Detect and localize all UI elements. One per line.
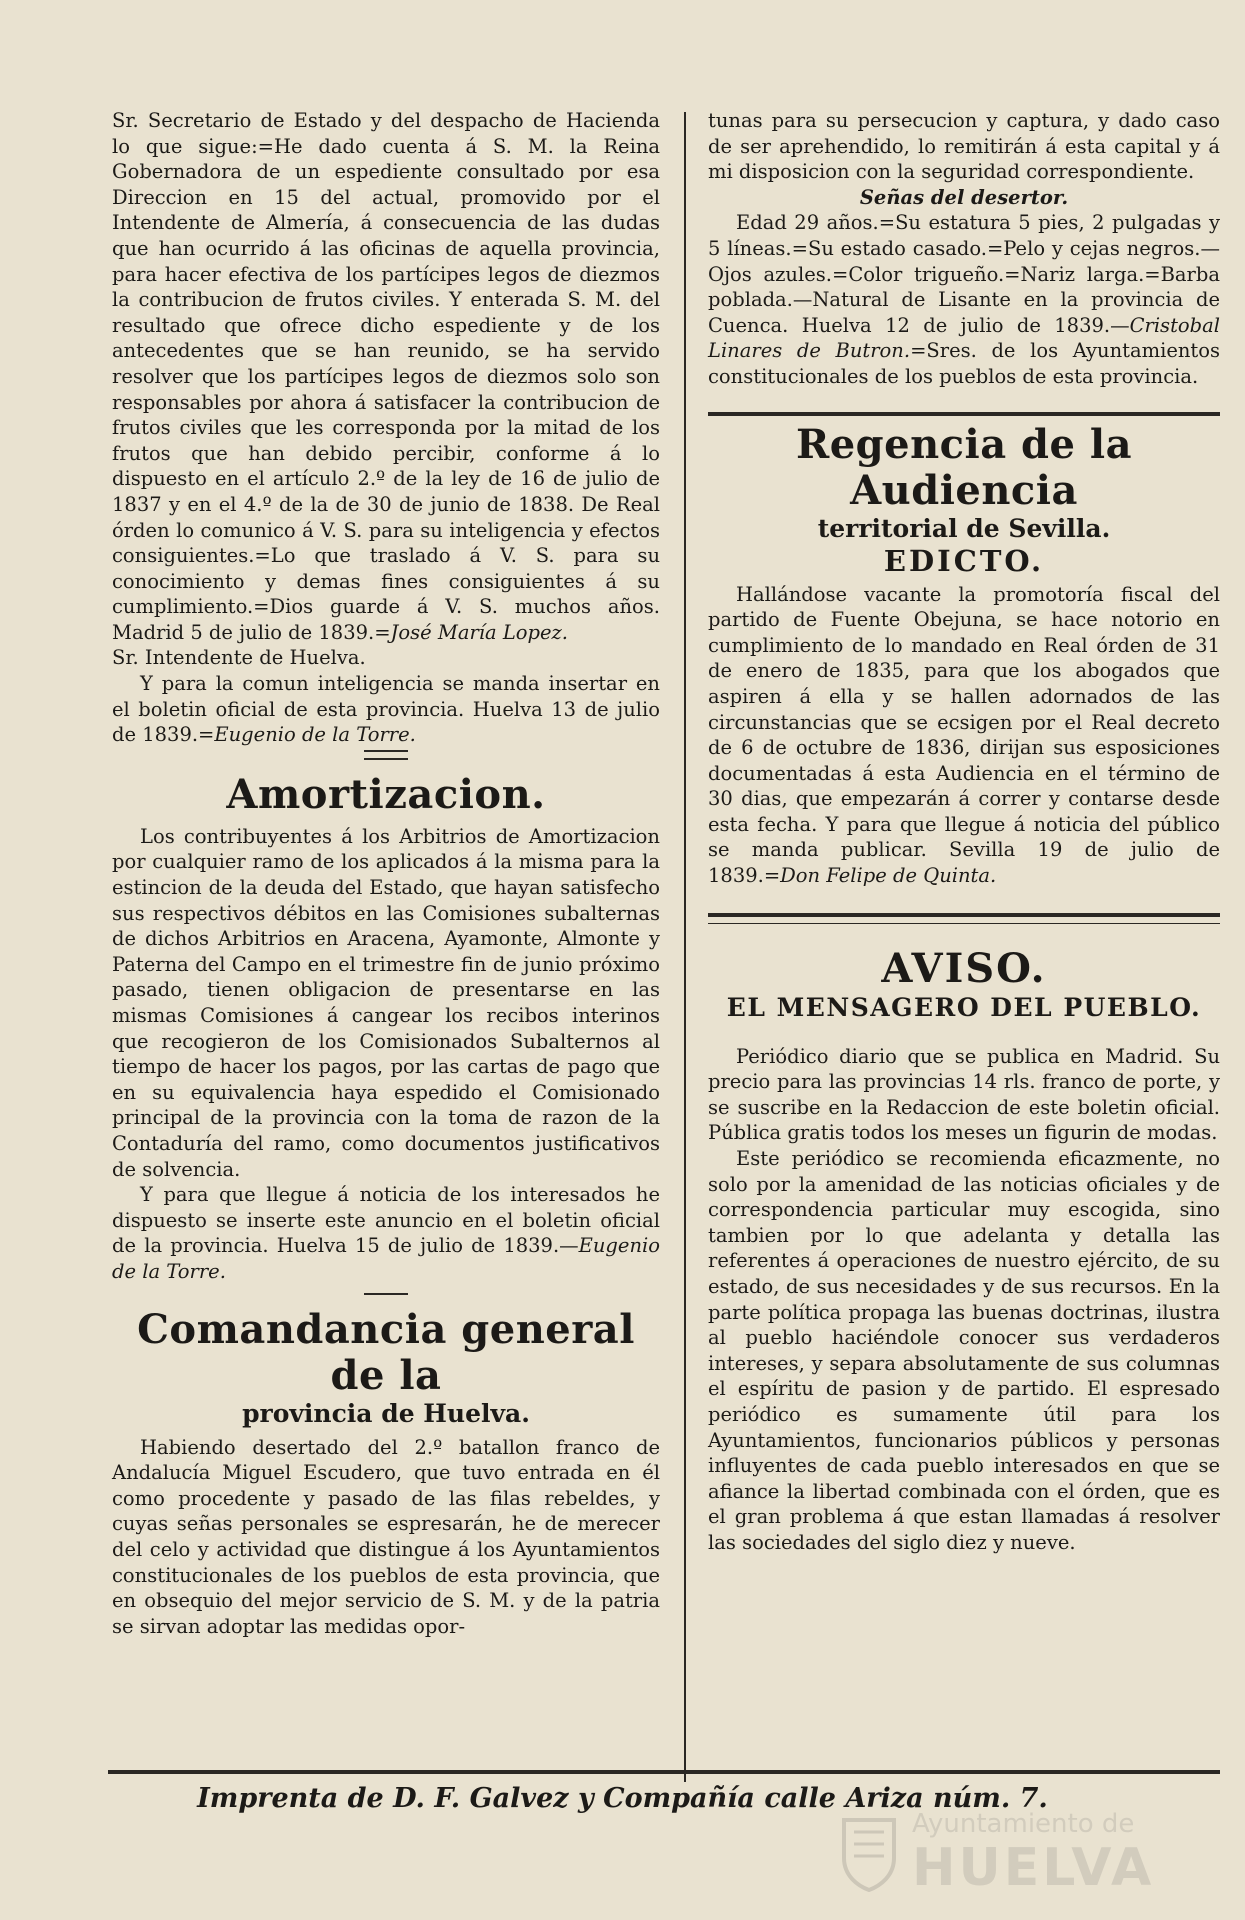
aviso-paragraph-1: Periódico diario que se publica en Madrid. Su precio para las provincias 14 rls. franco de porte, y se suscribe en la Redaccion de este boletin oficial. Pública gratis todos los meses un figurin de modas. [708,1044,1220,1145]
amortizacion-heading: Amortizacion. [226,770,546,818]
column-divider [684,112,686,1782]
hacienda-notice-recipient: Sr. Intendente de Huelva. [112,646,366,670]
comandancia-heading: Comandancia general de la [137,1305,635,1399]
watermark-line1: Ayuntamiento de [912,1809,1135,1839]
hacienda-notice [112,108,660,645]
coat-of-arms-icon [840,1814,898,1892]
amortizacion-paragraph: Los contribuyentes á los Arbitrios de Amortizacion por cualquier ramo de los aplicados á la misma para la estincion de la deuda del Estado, que hayan satisfecho sus respectivos débitos en las Comisiones subalternas de dichos Arbitrios en Aracena, Ayamonte, Almonte y Paterna del Campo en el trimestre fin de junio próximo pasado, tienen obligacion de presentarse en las mismas Comisiones á cangear los recibos interinos que recogieron de los Comisionados Subalternos al tiempo de hacer los pagos, por las cartas de pago que en su equivalencia haya espedido el Comisionado principal de la provincia con la toma de razon de la Contaduría del ramo, como documentos justificativos de solvencia. [112,824,660,1181]
hacienda-notice-signature: José María Lopez. [390,620,569,644]
deserter-description-signature: Cristobal Linares de Butron. [708,313,1220,363]
comandancia-paragraph: Habiendo desertado del 2.º batallon franco de Andalucía Miguel Escudero, que tuvo entrada en él como procedente y pasado de las filas rebeldes, y cuyas señas personales se espresarán, he de merecer del celo y actividad que distingue á los Ayuntamientos constitucionales de los pueblos de esta provincia, que en obsequio del mejor servicio de S. M. y de la patria se sirvan adoptar las medidas opor- [112,1435,660,1638]
double-rule-divider [364,750,408,760]
thick-rule-divider [708,412,1220,416]
right-column [708,108,1220,1556]
aviso-paragraph-2: Este periódico se recomienda eficazmente, no solo por la amenidad de las noticias oficiales y de correspondencia particular muy escogida, sino tambien por lo que adelanta y detalla las referentes á operaciones de nuestro ejército, de su estado, de sus necesidades y de sus recursos. En la parte política propaga las buenas doctrinas, ilustra al pueblo haciéndole conocer sus verdaderos intereses, y separa absolutamente de sus columnas el espíritu de pasion y de partido. El espresado periódico es sumamente útil para los Ayuntamientos, funcionarios públicos y personas influyentes de cada pueblo interesados en que se afiance la libertad combinada con el órden, que es el gran problema á que estan llamadas á resolver las sociedades del siglo diez y nueve. [708,1147,1220,1554]
edicto-signature: =Don Felipe de Quinta. [763,864,997,888]
amortizacion-closing [112,1182,660,1284]
edicto-paragraph [708,582,1220,889]
hacienda-notice-text: Sr. Secretario de Estado y del despacho de Hacienda lo que sigue:=He dado cuenta á S. M. la Reina Gobernadora de un espediente consultado por esa Direccion en 15 del actual, promovido por el Intendente de Almería, á consecuencia de las dudas que han ocurrido á las oficinas de aquella provincia, para hacer efectiva de los partícipes legos de diezmos la contribucion de frutos civiles. Y enterada S. M. del resultado que ofrece dicho espediente y de los antecedentes que se han reunido, se ha servido resolver que los partícipes legos de diezmos solo son responsables por ahora á satisfacer la contribucion de frutos civiles que les corresponda por la mitad de los frutos que han debido percibir, conforme á lo dispuesto en el artículo 2.º de la ley de 16 de julio de 1837 y en el 4.º de la de 30 de junio de 1838. De Real órden lo comunico á V. S. para su inteligencia y efectos consiguientes.=Lo que traslado á V. S. para su conocimiento y demas fines consiguientes á su cumplimiento.=Dios guarde á V. S. muchos años. Madrid 5 de julio de 1839.= [112,109,660,644]
watermark-line2: HUELVA [912,1838,1155,1898]
regencia-heading: Regencia de la Audiencia [795,420,1133,514]
left-column [112,108,660,1639]
edicto-heading: EDICTO. [883,543,1045,578]
amortizacion-closing-text: Y para que llegue á noticia de los interesados he dispuesto se inserte este anuncio en el boletin oficial de la provincia. Huelva 15 de julio de 1839.— [112,1183,660,1258]
insertion-notice-signature: Eugenio de la Torre. [214,723,416,747]
footer-rule [108,1770,1220,1774]
section-rule-thin [708,923,1220,924]
deserter-description-tail: =Sres. de los Ayuntamientos constitucionales de los pueblos de esta provincia. [708,339,1221,388]
comandancia-continuation: tunas para su persecucion y captura, y dado caso de ser aprehendido, lo remitirán á esta capital y á mi disposicion con la seguridad correspondiente. [708,109,1220,184]
edicto-paragraph-text: Hallándose vacante la promotoría fiscal del partido de Fuente Obejuna, se hace notorio en cumplimiento de lo mandado en Real órden de 31 de enero de 1835, para que los abogados que aspiren á ella y se hallen adornados de las circunstancias que se ecsigen por el Real decreto de 6 de octubre de 1836, dirijan sus esposiciones documentadas á esta Audiencia en el término de 30 dias, que empezarán á correr y contarse desde esta fecha. Y para que llegue á noticia del público se manda publicar. Sevilla 19 de julio de 1839. [708,582,1220,888]
insertion-notice [112,671,660,748]
regencia-subheading: territorial de Sevilla. [817,513,1111,543]
deserter-description-text: Edad 29 años.=Su estatura 5 pies, 2 pulgadas y 5 líneas.=Su estado casado.=Pelo y cejas negros.—Ojos azules.=Color trigueño.=Nariz larga.=Barba poblada.—Natural de Lisante en la provincia de Cuenca. Huelva 12 de julio de 1839.— [708,211,1220,337]
insertion-notice-text: Y para la comun inteligencia se manda insertar en el boletin oficial de esta provincia. Huelva 13 de julio de 1839.= [112,672,660,747]
short-rule-divider [364,1293,408,1295]
section-rule-thick [708,913,1220,917]
printer-imprint: Imprenta de D. F. Galvez y Compañía calle Ariza núm. 7. [197,1783,1048,1814]
amortizacion-signature: Eugenio de la Torre. [112,1234,660,1283]
mensagero-heading: EL MENSAGERO DEL PUEBLO. [726,992,1202,1022]
deserter-description-heading: Señas del desertor. [859,185,1069,209]
aviso-heading: AVISO. [881,944,1047,992]
deserter-description [708,210,1220,389]
comandancia-subheading: provincia de Huelva. [242,1398,530,1428]
ayuntamiento-watermark [840,1808,1180,1904]
